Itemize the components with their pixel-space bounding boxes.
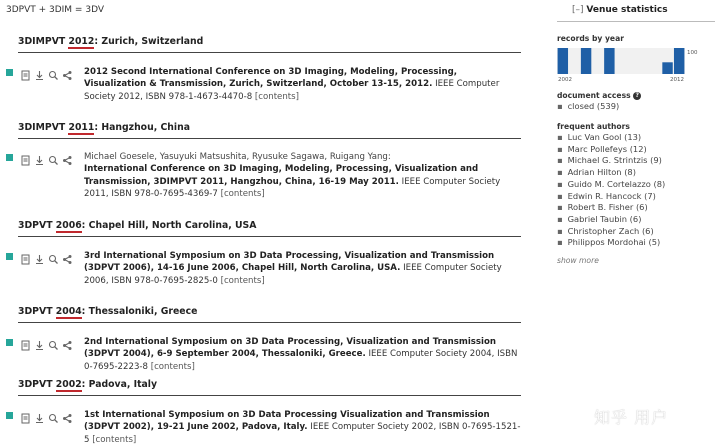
chart-tick-end: 2012 [670,77,684,82]
entry-title: 2012 Second International Conference on 3D Imaging, Modeling, Processing, Visualization & Transmission, Zurich, Switzerland, October 13-15, 2012. [84,67,458,90]
entry-citation [84,409,521,444]
share-icon[interactable] [62,336,73,347]
venue-year: 2004 [55,306,82,317]
search-icon[interactable] [48,250,59,261]
entry-title: 3rd International Symposium on 3D Data Processing, Visualization and Transmission (3DPVT 2006), 14-16 June 2006, Chapel Hill, North Carolina, USA. [84,251,495,274]
entry-type-marker [6,154,13,161]
watermark-text: 知乎 用户 [594,408,669,427]
entry-title: International Conference on 3D Imaging, Modeling, Processing, Visualization and Transmission, 3DIMPVT 2011, Hangzhou, China, 16-19 May 2011. [84,164,479,187]
breadcrumb: 3DPVT + 3DIM = 3DV [6,5,104,15]
frequent-author-item[interactable]: ▪ Robert B. Fisher (6) [557,202,665,214]
publication-entry [6,66,521,126]
download-icon[interactable] [34,336,45,347]
venue-statistics-header[interactable] [557,5,715,22]
document-icon[interactable] [20,151,31,162]
entry-publisher: IEEE Computer Society 2012, ISBN 978-1-4673-4470-8 [84,79,500,102]
entry-publisher: IEEE Computer Society 2006, ISBN 978-0-7695-2825-0 [84,263,502,286]
frequent-author-item[interactable]: ▪ Michael G. Strintzis (9) [557,155,665,167]
entry-type-marker [6,339,13,346]
entry-actions [20,336,82,348]
entry-citation [84,336,521,373]
entry-type-marker [6,69,13,76]
entry-actions [20,66,82,78]
document-access-text: document access [557,91,631,100]
frequent-authors-list [557,132,665,249]
show-more-link[interactable]: show more [557,256,599,265]
frequent-author-item[interactable]: ▪ Marc Pollefeys (12) [557,144,665,156]
chart-bar-2011[interactable] [662,62,672,74]
share-icon[interactable] [62,151,73,162]
venue-prefix: 3DIMPVT [18,122,69,133]
chart-bar-2002[interactable] [558,48,568,74]
venue-prefix: 3DPVT [18,220,56,231]
entry-editors[interactable]: Michael Goesele, Yasuyuki Matsushita, Ryusuke Sagawa, Ruigang Yang: [84,152,391,162]
frequent-authors-label: frequent authors [557,122,630,131]
venue-prefix: 3DPVT [18,306,56,317]
document-icon[interactable] [20,409,31,420]
entry-publisher: IEEE Computer Society 2002, ISBN 0-7695-1521-5 [84,422,521,444]
search-icon[interactable] [48,336,59,347]
venue-location: : Zurich, Switzerland [94,36,204,47]
section-heading [18,379,521,396]
venue-statistics-title: Venue statistics [586,5,668,15]
document-access-label [557,91,641,100]
contents-link[interactable]: [contents] [254,91,299,102]
frequent-author-item[interactable]: ▪ Luc Van Gool (13) [557,132,665,144]
entry-type-marker [6,412,13,419]
chart-bar-2006[interactable] [604,48,614,74]
entry-title: 1st International Symposium on 3D Data Processing Visualization and Transmission (3DPVT 2002), 19-21 June 2002, Padova, Italy. [84,410,490,433]
publication-entry [6,409,521,444]
document-access-list [557,101,619,113]
publication-entry [6,250,521,310]
venue-location: : Hangzhou, China [94,122,190,133]
search-icon[interactable] [48,409,59,420]
chart-axis-max: 100 [687,50,698,56]
search-icon[interactable] [48,66,59,77]
frequent-author-item[interactable]: ▪ Philippos Mordohai (5) [557,237,665,249]
section-heading [18,36,521,53]
document-access-item[interactable]: ▪ closed (539) [557,101,619,113]
download-icon[interactable] [34,409,45,420]
contents-link[interactable]: [contents] [220,275,265,286]
chart-bar-2004[interactable] [581,48,591,74]
records-by-year-label: records by year [557,34,624,43]
contents-link[interactable]: [contents] [150,361,195,372]
venue-year: 2011 [68,122,95,133]
frequent-author-item[interactable]: ▪ Guido M. Cortelazzo (8) [557,179,665,191]
download-icon[interactable] [34,250,45,261]
venue-prefix: 3DIMPVT [18,36,69,47]
venue-year: 2002 [55,379,82,390]
document-icon[interactable] [20,250,31,261]
share-icon[interactable] [62,409,73,420]
entry-actions [20,409,82,421]
publication-entry [6,151,521,211]
collapse-toggle[interactable]: [–] [572,5,584,15]
frequent-author-item[interactable]: ▪ Edwin R. Hancock (7) [557,191,665,203]
chart-bar-2012[interactable] [674,48,684,74]
venue-statistics-panel [557,0,715,444]
entry-actions [20,151,82,163]
search-icon[interactable] [48,151,59,162]
download-icon[interactable] [34,66,45,77]
entry-publisher: IEEE Computer Society 2004, ISBN 0-7695-2223-8 [84,349,518,372]
frequent-author-item[interactable]: ▪ Gabriel Taubin (6) [557,214,665,226]
contents-link[interactable]: [contents] [92,434,137,444]
share-icon[interactable] [62,66,73,77]
venue-year: 2006 [55,220,82,231]
entry-title: 2nd International Symposium on 3D Data Processing, Visualization and Transmission (3DPVT 2004), 6-9 September 2004, Thessaloniki, Greece. [84,337,496,360]
venue-location: : Padova, Italy [81,379,158,390]
entry-citation [84,66,521,103]
section-heading [18,220,521,237]
document-icon[interactable] [20,336,31,347]
records-chart-svg [557,44,707,82]
entry-citation [84,151,521,201]
records-by-year-chart[interactable] [557,44,707,82]
section-heading [18,306,521,323]
frequent-author-item[interactable]: ▪ Christopher Zach (6) [557,226,665,238]
section-heading [18,122,521,139]
entry-publisher: IEEE Computer Society 2011, ISBN 978-0-7695-4369-7 [84,176,501,200]
help-icon[interactable]: ? [633,92,641,100]
entry-citation [84,250,521,287]
contents-link[interactable]: [contents] [220,189,265,200]
venue-prefix: 3DPVT [18,379,56,390]
download-icon[interactable] [34,151,45,162]
entry-actions [20,250,82,262]
venue-location: : Thessaloniki, Greece [81,306,198,317]
frequent-author-item[interactable]: ▪ Adrian Hilton (8) [557,167,665,179]
chart-tick-start: 2002 [558,77,572,82]
share-icon[interactable] [62,250,73,261]
document-icon[interactable] [20,66,31,77]
venue-location: : Chapel Hill, North Carolina, USA [81,220,257,231]
entry-type-marker [6,253,13,260]
venue-year: 2012 [68,36,95,47]
